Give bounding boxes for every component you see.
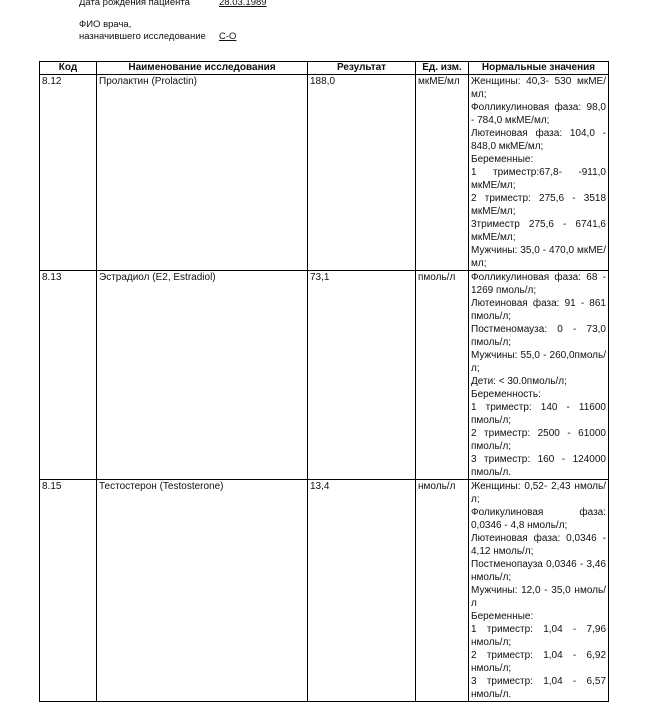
test-code: 8.13 — [40, 271, 97, 480]
reference-range-line: Мужчины: 55,0 - 260,0пмоль/л; — [471, 350, 606, 374]
results-table — [39, 61, 609, 702]
reference-range-line: Беременные: — [471, 611, 534, 622]
reference-range-line: Лютеиновая фаза: 104,0 - 848,0 мкМЕ/мл; — [471, 128, 606, 152]
table-row — [40, 75, 609, 271]
reference-range-line: Мужчины: 12,0 - 35,0 нмоль/л — [471, 585, 606, 609]
test-code: 8.15 — [40, 480, 97, 702]
reference-range-line: Беременность: — [471, 389, 541, 400]
reference-range-line: Лютеиновая фаза: 91 - 861 пмоль/л; — [471, 298, 606, 322]
test-unit: нмоль/л — [416, 480, 469, 702]
test-unit: пмоль/л — [416, 271, 469, 480]
reference-range-line: Женщины: 40,3- 530 мкМЕ/мл; — [471, 76, 606, 100]
reference-range-line: 3 триместр: 160 - 124000 пмоль/л. — [471, 454, 606, 478]
reference-range-line: Женщины: 0,52- 2,43 нмоль/л; — [471, 481, 606, 505]
reference-range-line: Фоликулиновая фаза: 0,0346 - 4,8 нмоль/л; — [471, 507, 606, 531]
table-header-row — [40, 62, 609, 75]
reference-range-line: Дети: < 30.0пмоль/л; — [471, 376, 567, 387]
column-header-norms: Нормальные значения — [469, 62, 609, 75]
column-header-name: Наименование исследования — [97, 62, 308, 75]
doctor-label-line1: ФИО врача, — [79, 19, 132, 30]
test-name: Эстрадиол (E2, Estradiol) — [97, 271, 308, 480]
test-result: 73,1 — [308, 271, 416, 480]
reference-ranges — [469, 271, 609, 480]
test-result: 13,4 — [308, 480, 416, 702]
reference-range-line: 1 триместр: 140 - 11600 пмоль/л; — [471, 402, 606, 426]
test-unit: мкМЕ/мл — [416, 75, 469, 271]
column-header-result: Результат — [308, 62, 416, 75]
reference-range-line: 2 триместр: 1,04 - 6,92 нмоль/л; — [471, 650, 606, 674]
reference-range-line: 3 триместр: 1,04 - 6,57 нмоль/л. — [471, 676, 606, 700]
doctor-label-line2: назначившего исследование — [79, 31, 206, 42]
birth-date-value: 28.03.1989 — [219, 0, 267, 8]
reference-range-line: 2 триместр: 2500 - 61000 пмоль/л; — [471, 428, 606, 452]
reference-range-line: Фолликулиновая фаза: 68 - 1269 пмоль/л; — [471, 272, 606, 296]
reference-ranges — [469, 75, 609, 271]
test-code: 8.12 — [40, 75, 97, 271]
reference-range-line: Постменопауза 0,0346 - 3,46 нмоль/л; — [471, 559, 606, 583]
reference-range-line: 1 триместр:67,8- -911,0 мкМЕ/мл; — [471, 167, 606, 191]
reference-ranges — [469, 480, 609, 702]
table-row — [40, 480, 609, 702]
birth-date-label: Дата рождения пациента — [79, 0, 190, 8]
doctor-value: С-О — [219, 31, 237, 42]
reference-range-line: 3триместр 275,6 - 6741,6 мкМЕ/мл; — [471, 219, 606, 243]
reference-range-line: 1 триместр: 1,04 - 7,96 нмоль/л; — [471, 624, 606, 648]
reference-range-line: Мужчины: 35,0 - 470,0 мкМЕ/мл; — [471, 245, 606, 269]
table-row — [40, 271, 609, 480]
reference-range-line: Постменомауза: 0 - 73,0 пмоль/л; — [471, 324, 606, 348]
test-name: Пролактин (Prolactin) — [97, 75, 308, 271]
test-result: 188,0 — [308, 75, 416, 271]
column-header-unit: Ед. изм. — [416, 62, 469, 75]
reference-range-line: Беременные: — [471, 154, 534, 165]
column-header-code: Код — [40, 62, 97, 75]
reference-range-line: Фолликулиновая фаза: 98,0 - 784,0 мкМЕ/мл; — [471, 102, 606, 126]
reference-range-line: 2 триместр: 275,6 - 3518 мкМЕ/мл; — [471, 193, 606, 217]
test-name: Тестостерон (Testosterone) — [97, 480, 308, 702]
reference-range-line: Лютеиновая фаза: 0,0346 - 4,12 нмоль/л; — [471, 533, 606, 557]
